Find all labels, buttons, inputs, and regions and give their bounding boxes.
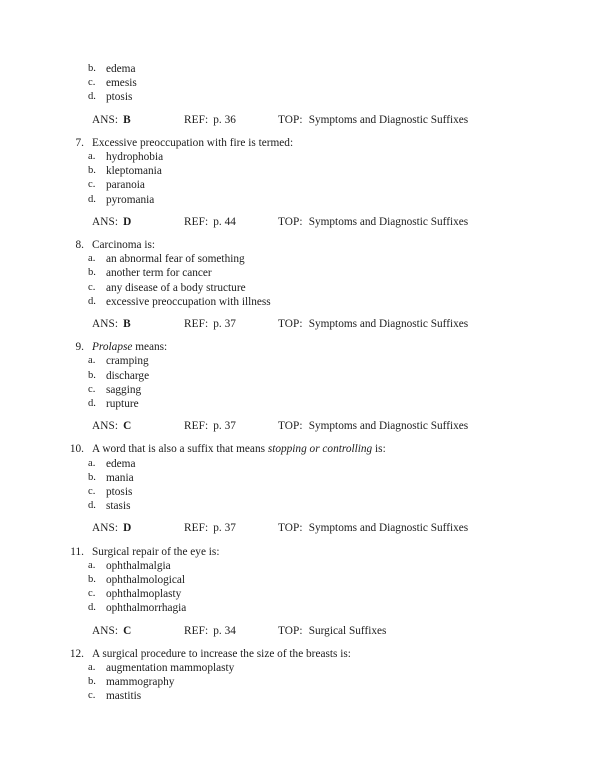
answer-field-value: D <box>123 215 132 228</box>
option-item[interactable] <box>0 661 600 675</box>
question-text-plain: A word that is also a suffix that means <box>92 443 268 456</box>
answer-line <box>0 419 600 433</box>
answer-field <box>92 419 131 433</box>
option-text: kleptomania <box>106 165 162 178</box>
option-list <box>0 661 600 704</box>
answer-label: ANS: <box>92 522 119 535</box>
option-letter: d. <box>88 398 96 410</box>
option-item[interactable] <box>0 689 600 703</box>
topic-field-value: Symptoms and Diagnostic Suffixes <box>308 318 469 331</box>
option-letter: c. <box>88 179 96 191</box>
option-letter: d. <box>88 91 96 103</box>
question-text <box>92 341 167 353</box>
option-letter: d. <box>88 500 96 512</box>
topic-field-value: Symptoms and Diagnostic Suffixes <box>308 113 469 126</box>
option-item[interactable] <box>0 281 600 295</box>
topic-label: TOP: <box>278 318 303 331</box>
option-text: ophthalmological <box>106 574 186 587</box>
answer-line <box>0 317 600 331</box>
option-item[interactable] <box>0 150 600 164</box>
option-item[interactable] <box>0 252 600 266</box>
option-letter: c. <box>88 588 96 600</box>
reference-label: REF: <box>184 318 209 331</box>
question-text-plain: A surgical procedure to increase the size of the breasts is: <box>92 647 351 660</box>
answer-field <box>92 521 131 535</box>
option-item[interactable] <box>0 485 600 499</box>
reference-field <box>184 521 236 535</box>
question-block <box>0 238 600 331</box>
option-text: paranoia <box>106 179 145 192</box>
topic-field-value: Symptoms and Diagnostic Suffixes <box>308 522 469 535</box>
question-stem <box>0 340 600 354</box>
question-block <box>0 442 600 535</box>
option-list <box>0 457 600 514</box>
topic-field <box>278 317 468 331</box>
option-text: any disease of a body structure <box>106 281 246 294</box>
question-text <box>92 137 293 149</box>
topic-label: TOP: <box>278 215 303 228</box>
answer-field-value: B <box>123 318 131 331</box>
reference-field-value: p. 44 <box>213 215 236 228</box>
reference-label: REF: <box>184 215 209 228</box>
option-item[interactable] <box>0 559 600 573</box>
option-item[interactable] <box>0 471 600 485</box>
reference-field <box>184 113 236 127</box>
question-number: 8. <box>75 239 84 251</box>
option-letter: d. <box>88 193 96 205</box>
answer-line <box>0 113 600 127</box>
option-item[interactable] <box>0 383 600 397</box>
option-letter: a. <box>88 559 96 571</box>
question-number: 12. <box>69 647 84 660</box>
option-text: edema <box>106 63 136 75</box>
question-stem <box>0 238 600 252</box>
option-text: cramping <box>106 355 149 368</box>
topic-label: TOP: <box>278 522 303 535</box>
question-text-emphasis: stopping or controlling <box>267 443 373 456</box>
reference-label: REF: <box>184 113 209 126</box>
reference-field-value: p. 34 <box>213 624 236 637</box>
option-text: excessive preoccupation with illness <box>106 295 271 308</box>
option-letter: c. <box>88 77 96 89</box>
question-text <box>92 239 155 251</box>
option-text: hydrophobia <box>106 151 164 163</box>
answer-field <box>92 215 131 229</box>
answer-label: ANS: <box>92 624 119 637</box>
option-text: mammography <box>106 676 175 689</box>
answer-line <box>0 624 600 638</box>
option-item[interactable] <box>0 601 600 615</box>
question-stem <box>0 647 600 661</box>
answer-field <box>92 113 131 127</box>
topic-field-value: Symptoms and Diagnostic Suffixes <box>308 420 469 433</box>
question-text <box>92 546 219 558</box>
question-number: 7. <box>75 136 84 149</box>
topic-label: TOP: <box>278 624 303 637</box>
question-block <box>0 136 600 229</box>
reference-label: REF: <box>184 522 209 535</box>
option-letter: d. <box>88 295 96 307</box>
topic-field <box>278 419 468 433</box>
option-text: ptosis <box>106 486 133 499</box>
option-letter: a. <box>88 355 96 367</box>
option-item[interactable] <box>0 90 600 104</box>
reference-field <box>184 624 236 638</box>
question-block <box>0 545 600 638</box>
option-letter: a. <box>88 253 96 265</box>
option-item[interactable] <box>0 573 600 587</box>
option-list <box>0 252 600 309</box>
option-list <box>0 150 600 207</box>
answer-field-value: C <box>123 420 132 433</box>
reference-field <box>184 215 236 229</box>
option-letter: a. <box>88 151 96 162</box>
reference-field-value: p. 37 <box>213 420 236 433</box>
reference-field <box>184 419 236 433</box>
option-text: ophthalmalgia <box>106 559 171 572</box>
option-letter: c. <box>88 486 96 498</box>
question-text <box>92 443 386 455</box>
option-text: ptosis <box>106 91 133 104</box>
option-text: ophthalmoplasty <box>106 588 182 601</box>
option-letter: b. <box>88 574 96 586</box>
answer-label: ANS: <box>92 318 119 331</box>
option-letter: d. <box>88 602 96 614</box>
answer-field-value: D <box>123 522 132 535</box>
option-text: augmentation mammoplasty <box>106 662 235 675</box>
option-letter: a. <box>88 457 96 469</box>
option-text: another term for cancer <box>106 267 212 280</box>
reference-field-value: p. 37 <box>213 318 236 331</box>
question-text-plain: Carcinoma is: <box>92 239 156 251</box>
option-text: mania <box>106 471 134 484</box>
option-item[interactable] <box>0 178 600 192</box>
topic-field <box>278 113 468 127</box>
option-item[interactable] <box>0 266 600 280</box>
reference-label: REF: <box>184 624 209 637</box>
question-text-plain: Excessive preoccupation with fire is termed: <box>92 136 294 149</box>
topic-field <box>278 215 468 229</box>
option-letter: a. <box>88 662 96 674</box>
question-stem <box>0 442 600 456</box>
question-block <box>0 62 600 127</box>
answer-field-value: B <box>123 113 131 126</box>
answer-label: ANS: <box>92 420 119 433</box>
option-text: ophthalmorrhagia <box>106 602 187 615</box>
question-text-plain: Surgical repair of the eye is: <box>92 545 220 558</box>
question-number: 11. <box>70 545 84 558</box>
option-letter: b. <box>88 676 96 688</box>
question-text <box>92 648 351 660</box>
answer-line <box>0 521 600 535</box>
option-letter: b. <box>88 471 96 483</box>
question-number: 9. <box>75 341 84 354</box>
topic-field <box>278 521 468 535</box>
reference-field-value: p. 37 <box>213 522 236 535</box>
option-text: pyromania <box>106 193 155 206</box>
question-text-emphasis: Prolapse <box>92 341 133 354</box>
reference-field <box>184 317 236 331</box>
option-item[interactable] <box>0 457 600 471</box>
option-text: stasis <box>106 500 131 513</box>
option-text: emesis <box>106 77 137 90</box>
option-list <box>0 354 600 411</box>
option-letter: b. <box>88 267 96 279</box>
option-letter: b. <box>88 369 96 381</box>
option-letter: c. <box>88 281 96 293</box>
option-item[interactable] <box>0 675 600 689</box>
topic-field-value: Surgical Suffixes <box>308 624 387 637</box>
topic-label: TOP: <box>278 420 303 433</box>
answer-line <box>0 215 600 229</box>
option-text: an abnormal fear of something <box>106 253 245 266</box>
option-letter: b. <box>88 165 96 177</box>
option-text: discharge <box>106 369 150 382</box>
option-item[interactable] <box>0 499 600 513</box>
option-text: edema <box>106 457 136 470</box>
option-item[interactable] <box>0 397 600 411</box>
option-letter: c. <box>88 383 96 395</box>
question-stem <box>0 545 600 559</box>
reference-label: REF: <box>184 420 209 433</box>
option-letter: b. <box>88 63 96 74</box>
question-list <box>0 62 600 713</box>
answer-label: ANS: <box>92 215 119 228</box>
option-list <box>0 62 600 105</box>
option-item[interactable] <box>0 193 600 207</box>
option-text: sagging <box>106 383 142 396</box>
option-item[interactable] <box>0 587 600 601</box>
topic-field <box>278 624 386 638</box>
option-item[interactable] <box>0 369 600 383</box>
question-number: 10. <box>69 443 84 456</box>
option-text: mastitis <box>106 690 142 703</box>
answer-field <box>92 624 131 638</box>
option-letter: c. <box>88 690 96 702</box>
option-item[interactable] <box>0 76 600 90</box>
option-item[interactable] <box>0 354 600 368</box>
topic-label: TOP: <box>278 113 303 126</box>
question-block <box>0 647 600 704</box>
topic-field-value: Symptoms and Diagnostic Suffixes <box>308 215 469 228</box>
option-text: rupture <box>106 398 139 411</box>
question-stem <box>0 136 600 150</box>
answer-label: ANS: <box>92 113 119 126</box>
option-list <box>0 559 600 616</box>
question-text-tail: means: <box>132 341 168 354</box>
question-text-tail: is: <box>372 443 386 456</box>
option-item[interactable] <box>0 295 600 309</box>
answer-field <box>92 317 131 331</box>
option-item[interactable] <box>0 164 600 178</box>
question-block <box>0 340 600 433</box>
reference-field-value: p. 36 <box>213 113 236 126</box>
answer-field-value: C <box>123 624 132 637</box>
option-item[interactable] <box>0 62 600 76</box>
